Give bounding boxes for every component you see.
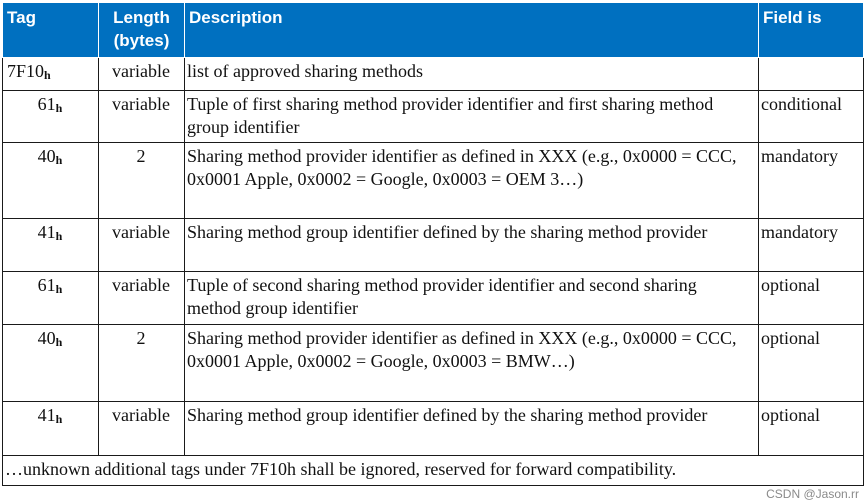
table-row — [3, 219, 864, 272]
footer-note: …unknown additional tags under 7F10h shall be ignored, reserved for forward compatibility. — [5, 459, 677, 479]
tag-suffix: h — [55, 153, 63, 167]
header-description-label: Description — [189, 8, 283, 27]
table-row — [3, 91, 864, 143]
description-text: Sharing method provider identifier as defined in XXX (e.g., 0x0000 = CCC, 0x0001 Apple, 0x0002 = Google, 0x0003 = OEM 3…) — [187, 146, 737, 189]
tag-cell — [3, 91, 99, 143]
length-value: variable — [112, 94, 170, 114]
description-cell — [185, 58, 759, 91]
table-row — [3, 143, 864, 219]
tag-value: 7F10 — [7, 61, 45, 81]
header-length-line1: Length — [113, 8, 170, 27]
field-is-value: mandatory — [761, 222, 838, 242]
field-is-cell — [759, 402, 864, 456]
description-cell — [185, 272, 759, 325]
footer-note-cell — [3, 456, 864, 486]
header-length-line2: (bytes) — [113, 31, 170, 50]
field-is-cell — [759, 58, 864, 91]
description-text: Tuple of second sharing method provider identifier and second sharing method group identifier — [187, 275, 697, 318]
description-text: Sharing method provider identifier as defined in XXX (e.g., 0x0000 = CCC, 0x0001 Apple, 0x0002 = Google, 0x0003 = BMW…) — [187, 328, 737, 371]
length-value: 2 — [136, 328, 146, 348]
length-value: variable — [112, 405, 170, 425]
tag-cell — [3, 402, 99, 456]
length-cell — [99, 91, 185, 143]
field-is-value: optional — [761, 405, 820, 425]
field-is-value: conditional — [761, 94, 842, 114]
header-length — [99, 3, 185, 58]
field-is-cell — [759, 272, 864, 325]
length-value: variable — [112, 275, 170, 295]
header-row — [3, 3, 864, 58]
description-text: Sharing method group identifier defined by the sharing method provider — [187, 222, 708, 242]
length-value: 2 — [136, 146, 146, 166]
tag-cell — [3, 58, 99, 91]
length-cell — [99, 143, 185, 219]
description-cell — [185, 91, 759, 143]
header-tag-label: Tag — [7, 8, 36, 27]
tag-suffix: h — [55, 101, 63, 115]
length-value: variable — [112, 222, 170, 242]
field-is-cell — [759, 91, 864, 143]
length-cell — [99, 272, 185, 325]
footer-row — [3, 456, 864, 486]
tag-cell — [3, 272, 99, 325]
field-is-value: mandatory — [761, 146, 838, 166]
tag-suffix: h — [55, 412, 63, 426]
tag-cell — [3, 219, 99, 272]
description-text: Sharing method group identifier defined by the sharing method provider — [187, 405, 708, 425]
tag-suffix: h — [55, 335, 63, 349]
length-cell — [99, 219, 185, 272]
field-is-cell — [759, 143, 864, 219]
table-row — [3, 402, 864, 456]
description-text: list of approved sharing methods — [187, 61, 423, 81]
description-cell — [185, 325, 759, 402]
tag-value: 41 — [37, 222, 56, 242]
watermark: CSDN @Jason.rr — [766, 487, 859, 501]
tag-value: 61 — [37, 94, 56, 114]
tag-suffix: h — [44, 68, 51, 82]
table-row — [3, 272, 864, 325]
tag-value: 40 — [37, 328, 56, 348]
tag-value: 41 — [37, 405, 56, 425]
description-text: Tuple of first sharing method provider identifier and first sharing method group identifier — [187, 94, 714, 137]
table-header — [3, 3, 864, 58]
header-description — [185, 3, 759, 58]
description-cell — [185, 143, 759, 219]
description-cell — [185, 402, 759, 456]
table-row — [3, 58, 864, 91]
header-field-is — [759, 3, 864, 58]
header-tag — [3, 3, 99, 58]
header-field-is-label: Field is — [763, 8, 822, 27]
field-is-cell — [759, 219, 864, 272]
length-cell — [99, 58, 185, 91]
length-value: variable — [112, 61, 170, 81]
tag-suffix: h — [55, 282, 63, 296]
table-body — [3, 58, 864, 486]
length-cell — [99, 402, 185, 456]
field-is-value: optional — [761, 328, 820, 348]
field-is-value: optional — [761, 275, 820, 295]
description-cell — [185, 219, 759, 272]
table-row — [3, 325, 864, 402]
tag-value: 61 — [37, 275, 56, 295]
tag-suffix: h — [55, 229, 63, 243]
tag-cell — [3, 325, 99, 402]
tag-value: 40 — [37, 146, 56, 166]
tag-cell — [3, 143, 99, 219]
field-is-cell — [759, 325, 864, 402]
sharing-methods-table — [2, 2, 864, 486]
length-cell — [99, 325, 185, 402]
